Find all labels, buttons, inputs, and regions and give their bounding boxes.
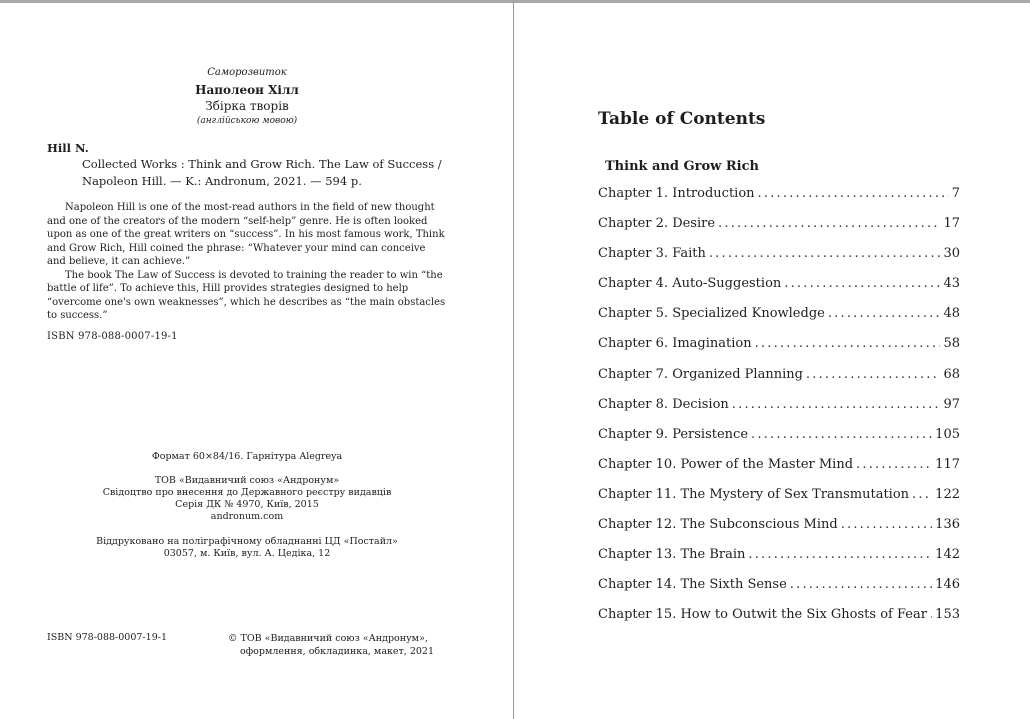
toc-entry[interactable] [598,607,960,637]
toc-entry-page: 48 [943,306,960,322]
toc-entry-page: 146 [935,577,960,593]
publisher-block [47,475,447,523]
toc-entry-page: 153 [935,607,960,623]
toc-list [598,186,960,637]
toc-entry[interactable] [598,427,960,457]
toc-entry-page: 17 [943,216,960,232]
publisher-name: ТОВ «Видавничий союз «Андронум» [154,475,340,486]
toc-entry-page: 122 [935,486,960,502]
book-title-ua: Збірка творів [205,99,289,113]
annotation [47,201,447,323]
toc-entry-label: Chapter 1. Introduction [598,186,755,201]
toc-leader-dots [709,246,941,261]
printer-name: Віддруковано на поліграфічному обладнанні ЦД «Постайл» [96,536,398,547]
toc-entry[interactable] [598,367,960,397]
toc-leader-dots [732,397,941,412]
toc-entry-label: Chapter 13. The Brain [598,547,746,563]
toc-entry[interactable] [598,246,960,276]
toc-leader-dots [718,216,940,231]
toc-entry-label: Chapter 8. Decision [598,396,729,412]
toc-entry-page: 30 [943,246,960,262]
toc-leader-dots [841,517,932,532]
toc-entry-page: 43 [943,276,960,292]
publisher-certificate: Свідоцтво про внесення до Державного реєстру видавців [102,487,392,498]
printer-block [47,536,447,560]
toc-entry[interactable] [598,457,960,487]
publisher-series: Серія ДК № 4970, Київ, 2015 [175,499,319,510]
isbn-bottom: ISBN 978-088-0007-19-1 [47,632,167,643]
toc-entry-label: Chapter 14. The Sixth Sense [598,577,787,593]
toc-entry-label: Chapter 3. Faith [598,246,706,262]
toc-entry[interactable] [598,216,960,246]
catalog-heading: Hill N. [47,141,89,155]
toc-entry-page: 7 [951,186,960,201]
toc-entry-page: 97 [943,396,960,412]
left-page [0,3,513,719]
toc-leader-dots [751,427,932,442]
toc-entry-page: 58 [943,336,960,352]
toc-entry-label: Chapter 7. Organized Planning [598,366,803,382]
toc-leader-dots [784,276,940,291]
toc-entry[interactable] [598,487,960,517]
toc-entry-page: 105 [935,426,960,442]
toc-entry[interactable] [598,517,960,547]
toc-leader-dots [758,186,949,201]
toc-section-title: Think and Grow Rich [605,159,759,174]
annotation-paragraph-1: Napoleon Hill is one of the most-read authors in the field of new thought and one of the creators of the modern “self-help” genre. He is often looked upon as one of the great writers on “success”. In his most famous work, Think and Grow Rich, Hill coined the phrase: “Whatever your mind can conceive and believe, it can achieve.” [47,202,445,267]
toc-entry-page: 142 [935,547,960,563]
language-note: (англійською мовою) [196,116,298,126]
toc-entry[interactable] [598,276,960,306]
toc-title: Table of Contents [598,109,766,129]
toc-entry-label: Chapter 2. Desire [598,216,716,232]
toc-entry-label: Chapter 9. Persistence [598,426,749,442]
catalog-line-1: Collected Works : Think and Grow Rich. The Law of Success / [82,157,442,171]
series-label: Саморозвиток [207,67,287,78]
author-name-ua: Наполеон Хілл [195,83,299,97]
toc-entry-page: 117 [935,456,960,472]
toc-entry-label: Chapter 5. Specialized Knowledge [598,306,825,322]
printer-address: 03057, м. Київ, вул. А. Цедіка, 12 [163,548,331,559]
copyright-notice [228,632,443,658]
toc-leader-dots [912,487,932,502]
toc-entry[interactable] [598,577,960,607]
toc-entry-label: Chapter 4. Auto-Suggestion [598,276,782,292]
toc-leader-dots [748,547,932,562]
toc-entry-page: 68 [943,366,960,382]
toc-entry-page: 136 [935,517,960,533]
toc-entry-label: Chapter 10. Power of the Master Mind [598,456,854,472]
copyright-line-2: оформлення, обкладинка, макет, 2021 [240,646,435,657]
format-line: Формат 60×84/16. Гарнітура Alegreya [151,451,343,462]
toc-entry-label: Chapter 12. The Subconscious Mind [598,517,838,533]
right-page [514,3,1030,719]
toc-entry-label: Chapter 6. Imagination [598,336,752,352]
toc-entry[interactable] [598,336,960,366]
toc-leader-dots [930,607,932,622]
annotation-paragraph-2: The book The Law of Success is devoted to training the reader to win “the battle of life”. To achieve this, Hill provides strategies designed to help “overcome one's own weaknesses”, which he describes as “the main obstacles to success.” [47,269,446,321]
toc-leader-dots [790,577,932,592]
toc-entry[interactable] [598,186,960,216]
toc-entry[interactable] [598,547,960,577]
catalog-line-2: Napoleon Hill. — K.: Andronum, 2021. — 594 p. [82,174,362,188]
publisher-website: andronum.com [210,511,284,522]
isbn-top: ISBN 978-088-0007-19-1 [47,331,178,342]
toc-leader-dots [828,306,941,321]
toc-entry[interactable] [598,306,960,336]
copyright-line-1: © ТОВ «Видавничий союз «Андронум», [228,633,428,644]
toc-leader-dots [806,367,941,382]
toc-leader-dots [755,336,941,351]
toc-entry[interactable] [598,397,960,427]
toc-entry-label: Chapter 15. How to Outwit the Six Ghosts of Fear [598,607,927,623]
toc-entry-label: Chapter 11. The Mystery of Sex Transmutation [598,486,910,502]
toc-leader-dots [856,457,932,472]
catalog-description [82,156,452,190]
